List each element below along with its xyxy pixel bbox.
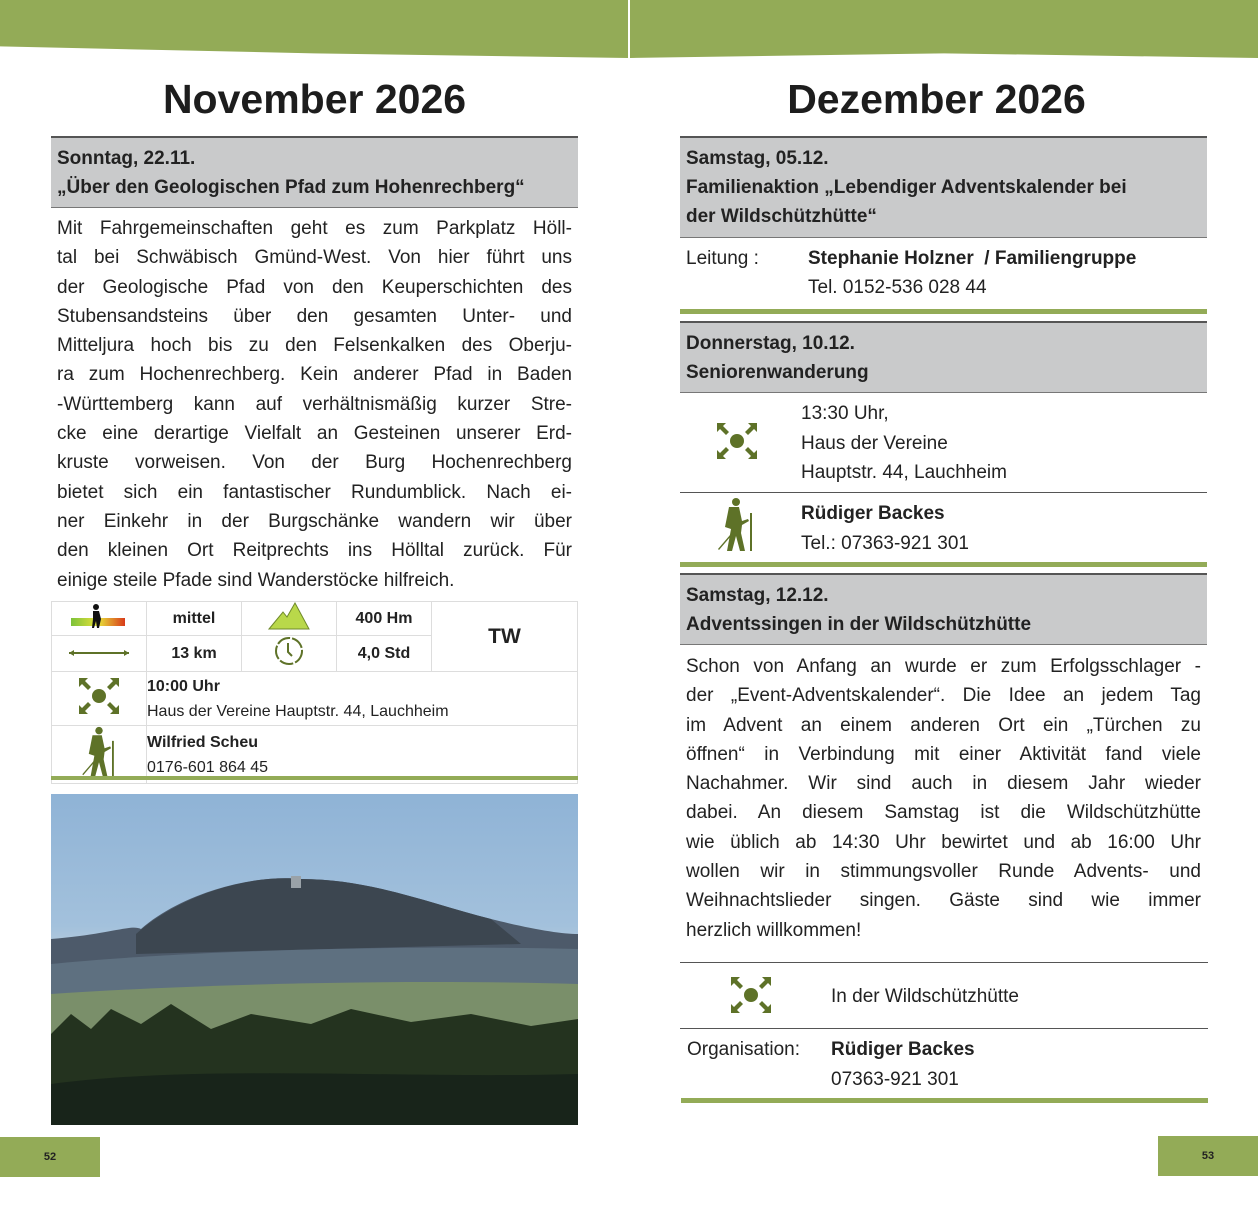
header-band-left <box>0 0 628 58</box>
text-line: ra zum Hochenrechberg. Kein anderer Pfad in Baden <box>57 364 572 386</box>
event1-header <box>680 136 1207 238</box>
distance-icon <box>52 636 147 672</box>
event2-place: Haus der Vereine <box>801 432 948 454</box>
text-line: Mit Fahrgemeinschaften geht es zum Parkplatz Höll- <box>57 218 572 239</box>
meeting-place: Haus der Vereine Hauptstr. 44, Lauchheim <box>147 702 449 720</box>
text-line: dabei. An diesem Samstag ist die Wildschützhütte <box>686 802 1201 824</box>
difficulty-icon <box>52 602 147 636</box>
page-title-dezember: Dezember 2026 <box>787 76 1086 122</box>
text-line: wie üblich ab 14:30 Uhr bewirtet und ab 16:00 Uhr <box>686 831 1201 853</box>
event3-place: In der Wildschützhütte <box>831 986 1019 1007</box>
guide-name: Wilfried Scheu <box>147 733 258 751</box>
event2-time: 13:30 Uhr, <box>801 403 889 424</box>
meeting-info <box>147 672 578 726</box>
event3-name: Adventssingen in der Wildschützhütte <box>686 614 1032 635</box>
event2-name: Seniorenwanderung <box>686 362 869 383</box>
event1-name: Familienaktion „Lebendiger Adventskalender bei <box>686 177 1127 198</box>
event-name: „Über den Geologischen Pfad zum Hohenrechberg“ <box>57 177 525 198</box>
meeting-point-icon <box>52 672 147 726</box>
text-line: Weihnachtslieder singen. Gäste sind wie immer <box>686 890 1201 912</box>
text-line: kruste vorweisen. Von der Burg Hochenrechberg <box>57 452 572 474</box>
text-line: wollen wir in stimmungsvoller Runde Advents- und <box>686 861 1201 883</box>
event2-meeting <box>801 399 1007 488</box>
event1-lead: Stephanie Holzner / Familiengruppe <box>808 248 1137 269</box>
text-line: Schon von Anfang an wurde er zum Erfolgsschlager - <box>686 656 1201 677</box>
text-line: bietet sich ein fantastischer Rundumblick. Nach ei- <box>57 481 572 503</box>
text-line: öffnen“ in Verbindung mit einer Aktivität fand viele <box>686 743 1201 765</box>
event1-date: Samstag, 05.12. <box>686 148 829 169</box>
text-line: den kleinen Ort Reitprechts ins Hölltal zurück. Für <box>57 540 572 562</box>
tour-info-table <box>51 601 578 784</box>
hiker-icon <box>52 726 147 784</box>
divider <box>680 492 1207 493</box>
hiker-icon <box>714 497 758 558</box>
event2-header <box>680 321 1207 393</box>
distance-value: 13 km <box>147 636 242 672</box>
duration-value: 4,0 Std <box>337 636 432 672</box>
text-line: herzlich willkommen! <box>686 919 862 941</box>
elevation-value: 400 Hm <box>337 602 432 636</box>
event2-guide-name: Rüdiger Backes <box>801 503 945 524</box>
text-line: Nachahmer. Wir sind auch in diesem Jahr wieder <box>686 773 1201 795</box>
event1-lead-label: Leitung : <box>686 248 759 269</box>
guide-info <box>147 726 578 784</box>
text-line: der Geologische Pfad von den Keuperschichten des <box>57 276 572 298</box>
divider <box>681 1098 1208 1103</box>
meeting-time: 10:00 Uhr <box>147 677 220 695</box>
event3-header <box>680 573 1207 645</box>
difficulty-value: mittel <box>147 602 242 636</box>
elevation-icon <box>242 602 337 636</box>
event2-date: Donnerstag, 10.12. <box>686 333 855 354</box>
text-line: der „Event-Adventskalender“. Die Idee an jedem Tag <box>686 685 1201 707</box>
clock-icon <box>242 636 337 672</box>
divider <box>680 309 1207 314</box>
event3-date: Samstag, 12.12. <box>686 585 829 606</box>
event-date: Sonntag, 22.11. <box>57 148 196 169</box>
text-line: cke eine derartige Vielfalt an Gesteinen unserer Erd- <box>57 423 572 445</box>
event3-org <box>831 1035 975 1094</box>
divider <box>680 962 1208 963</box>
guide-phone: 0176-601 864 45 <box>147 758 268 776</box>
event-description <box>57 214 572 595</box>
event1-name-cont: der Wildschützhütte“ <box>686 206 877 227</box>
text-line: tal bei Schwäbisch Gmünd-West. Von hier führt uns <box>57 247 572 269</box>
page-number-left: 52 <box>0 1137 100 1177</box>
divider <box>51 776 578 780</box>
event3-org-tel: 07363-921 301 <box>831 1068 959 1090</box>
text-line: -Württemberg kann auf verhältnismäßig kurzer Stre- <box>57 393 572 415</box>
text-line: im Advent an einem anderen Ort ein „Türchen zu <box>686 714 1201 736</box>
text-line: Stubensandsteins über den gesamten Unter- und <box>57 305 572 327</box>
event2-guide <box>801 499 969 558</box>
page-title-november: November 2026 <box>162 76 467 122</box>
meeting-point-icon <box>714 418 760 469</box>
header-band-right <box>630 0 1258 58</box>
event2-guide-tel: Tel.: 07363-921 301 <box>801 532 969 554</box>
divider <box>680 1028 1208 1029</box>
event1-tel: Tel. 0152-536 028 44 <box>808 277 987 298</box>
event3-org-label: Organisation: <box>687 1039 801 1060</box>
event3-description <box>686 652 1201 945</box>
event3-org-name: Rüdiger Backes <box>831 1039 975 1060</box>
divider <box>680 562 1207 567</box>
text-line: einige steile Pfade sind Wanderstöcke hilfreich. <box>57 569 455 591</box>
page-number-right: 53 <box>1158 1136 1258 1176</box>
tour-type: TW <box>432 602 578 672</box>
photo-hohenrechberg <box>51 794 578 1125</box>
text-line: Mitteljura hoch bis zu den Felsenkalken des Oberju- <box>57 335 572 357</box>
text-line: ner Einkehr in der Burgschänke wandern wir über <box>57 510 572 532</box>
meeting-point-icon <box>728 972 774 1023</box>
event-header <box>51 136 578 208</box>
event2-address: Hauptstr. 44, Lauchheim <box>801 462 1007 483</box>
